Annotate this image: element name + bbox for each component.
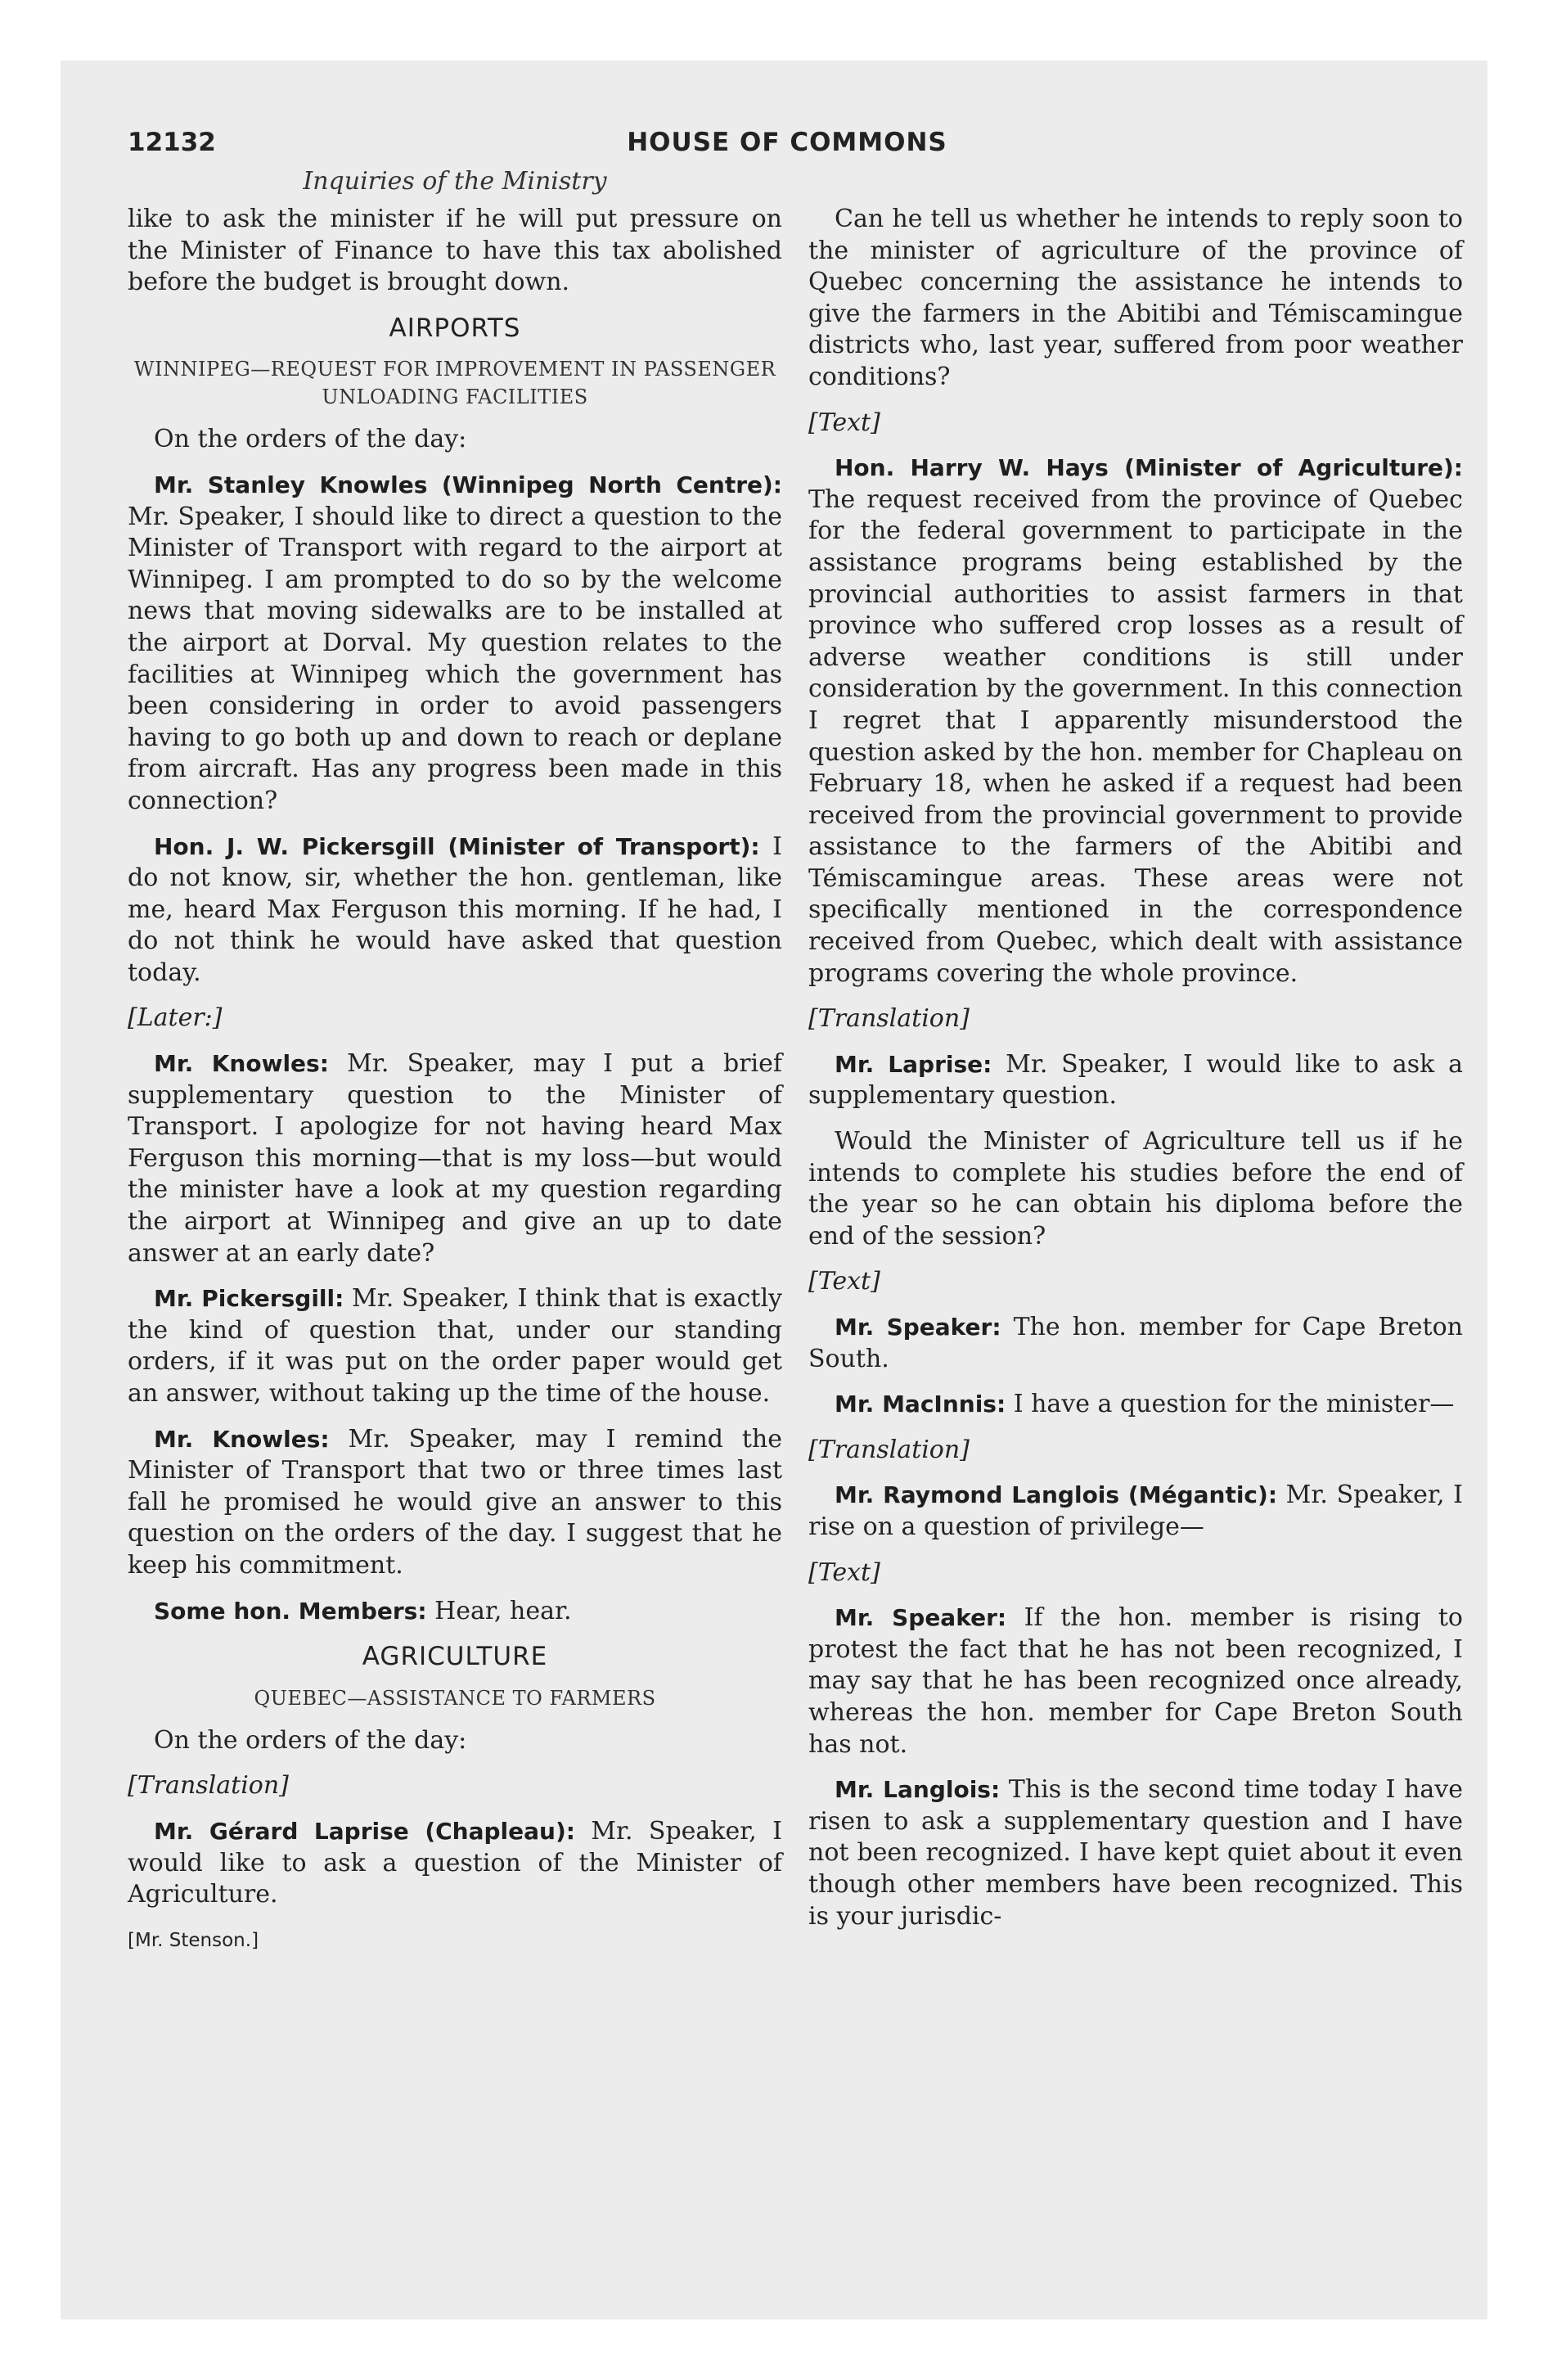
speech-laprise-2 xyxy=(808,1049,1463,1112)
page-number: 12132 xyxy=(128,128,216,157)
speech-speaker-2 xyxy=(808,1602,1463,1760)
subheading-quebec: QUEBEC—ASSISTANCE TO FARMERS xyxy=(254,1686,656,1710)
speech-knowles xyxy=(128,470,782,818)
speech-langlois xyxy=(808,1480,1463,1543)
footer-speaker-note: [Mr. Stenson.] xyxy=(128,1929,259,1951)
section-subtitle: Inquiries of the Ministry xyxy=(303,167,607,196)
section-heading-airports: AIRPORTS xyxy=(389,313,521,343)
text-note: [Text] xyxy=(808,408,880,437)
paragraph: like to ask the minister if he will put pressure on the Minister of Finance to have this tax abolished before the budget is brought down. xyxy=(128,205,782,297)
page-header xyxy=(128,128,1447,169)
speaker-name: Mr. Laprise: xyxy=(835,1050,992,1078)
orders-of-the-day: On the orders of the day: xyxy=(154,425,467,454)
text-note: [Text] xyxy=(808,1267,880,1296)
paragraph: Would the Minister of Agriculture tell us if he intends to complete his studies before the end of the year so he can obtain his diploma before the end of the session? xyxy=(808,1127,1463,1251)
speech-members xyxy=(128,1596,782,1628)
speech-text: This is the second time today I have risen to ask a supplementary question and I have not been recognized. I have kept quiet about it even though other members have been recognized. This is your jurisdic- xyxy=(808,1775,1463,1931)
translation-note: [Translation] xyxy=(128,1771,289,1801)
speaker-name: Mr. Speaker: xyxy=(835,1604,1007,1632)
speaker-name: Mr. Gérard Laprise (Chapleau): xyxy=(154,1817,575,1845)
speech-text: Mr. Speaker, I would like to ask a question of the Minister of Agriculture. xyxy=(128,1816,783,1909)
speaker-name: Some hon. Members: xyxy=(154,1597,427,1625)
speech-hays xyxy=(808,453,1463,989)
hansard-page xyxy=(61,61,1487,2319)
speech-macinnis xyxy=(808,1389,1463,1421)
translation-note: [Translation] xyxy=(808,1435,970,1464)
orders-of-the-day-2: On the orders of the day: xyxy=(154,1725,467,1755)
speech-text: I do not know, sir, whether the hon. gentleman, like me, heard Max Ferguson this morning. If he had, I do not think he would have asked that question today. xyxy=(128,832,782,987)
speech-text: Mr. Speaker, I should like to direct a question to the Minister of Transport with regard to the airport at Winnipeg. I am prompted to do so by the welcome news that moving sidewalks are to be installed at the airport at Dorval. My question relates to the facilities at Winnipeg which the government has been considering in order to avoid passengers having to go both up and down to reach or deplane from aircraft. Has any progress been made in this connection? xyxy=(128,502,782,815)
translation-note: [Translation] xyxy=(808,1004,970,1034)
speaker-name: Mr. Raymond Langlois (Mégantic): xyxy=(835,1481,1278,1509)
speech-text: I have a question for the minister— xyxy=(1006,1390,1455,1419)
speech-text: If the hon. member is rising to protest the fact that he has not been recognized, I may say that he has been recognized once already, whereas the hon. member for Cape Breton South has not. xyxy=(808,1603,1463,1759)
paragraph: Can he tell us whether he intends to reply soon to the minister of agriculture of the province of Quebec concerning the assistance he intends to give the farmers in the Abitibi and Témiscamingue districts who, last year, suffered from poor weather conditions? xyxy=(808,205,1463,391)
left-column xyxy=(128,204,782,1970)
section-heading-agriculture: AGRICULTURE xyxy=(362,1642,548,1672)
speaker-name: Hon. Harry W. Hays (Minister of Agriculture): xyxy=(835,454,1463,482)
speech-text: The request received from the province of Quebec for the federal government to participate in the assistance programs being established by the provincial authorities to assist farmers in that province who suffered crop losses as a result of adverse weather conditions is still under consideration by the government. In this connection I regret that I apparently misunderstood the question asked by the hon. member for Chapleau on February 18, when he asked if a request had been received from the provincial government to provide assistance to the farmers of the Abitibi and Témiscamingue areas. These areas were not specifically mentioned in the correspondence received from Quebec, which dealt with assistance programs covering the whole province. xyxy=(808,485,1463,988)
speech-speaker xyxy=(808,1312,1463,1375)
speaker-name: Mr. Knowles: xyxy=(154,1050,329,1078)
speech-text: Mr. Speaker, I would like to ask a supplementary question. xyxy=(808,1049,1463,1111)
speech-text: Mr. Speaker, may I remind the Minister of Transport that two or three times last fall he promised he would give an answer to this question on the orders of the day. I suggest that he keep his commitment. xyxy=(128,1424,782,1580)
speech-pickersgill xyxy=(128,832,782,989)
speech-text: Mr. Speaker, I rise on a question of privilege— xyxy=(808,1481,1463,1541)
speech-text: Mr. Speaker, may I put a brief supplementary question to the Minister of Transport. I apologize for not having heard Max Ferguson this morning—that is my loss—but would the minister have a look at my question regarding the airport at Winnipeg and give an up to date answer at an early date? xyxy=(128,1049,783,1268)
speaker-name: Hon. J. W. Pickersgill (Minister of Transport): xyxy=(154,832,760,860)
speech-laprise xyxy=(128,1816,782,1911)
speaker-name: Mr. MacInnis: xyxy=(835,1391,1006,1418)
speech-langlois-2 xyxy=(808,1774,1463,1932)
speech-text: Mr. Speaker, I think that is exactly the kind of question that, under our standing orders, if it was put on the order paper would get an answer, without taking up the time of the house. xyxy=(128,1284,782,1408)
speech-knowles-3 xyxy=(128,1424,782,1582)
speaker-name: Mr. Speaker: xyxy=(835,1314,1001,1341)
speech-knowles-2 xyxy=(128,1048,782,1269)
subheading-winnipeg: WINNIPEG—REQUEST FOR IMPROVEMENT IN PASSENGER UNLOADING FACILITIES xyxy=(133,358,776,409)
speaker-name: Mr. Knowles: xyxy=(154,1425,330,1453)
running-title: HOUSE OF COMMONS xyxy=(627,128,947,157)
speech-text: Hear, hear. xyxy=(426,1596,572,1625)
speech-pickersgill-2 xyxy=(128,1283,782,1409)
later-note: [Later:] xyxy=(128,1003,223,1033)
text-note: [Text] xyxy=(808,1557,880,1587)
speech-text: The hon. member for Cape Breton South. xyxy=(808,1313,1463,1373)
speaker-name: Mr. Pickersgill: xyxy=(154,1285,344,1313)
right-column xyxy=(808,204,1463,1946)
speaker-name: Mr. Langlois: xyxy=(835,1776,1001,1804)
speaker-name: Mr. Stanley Knowles (Winnipeg North Centre): xyxy=(154,471,782,498)
